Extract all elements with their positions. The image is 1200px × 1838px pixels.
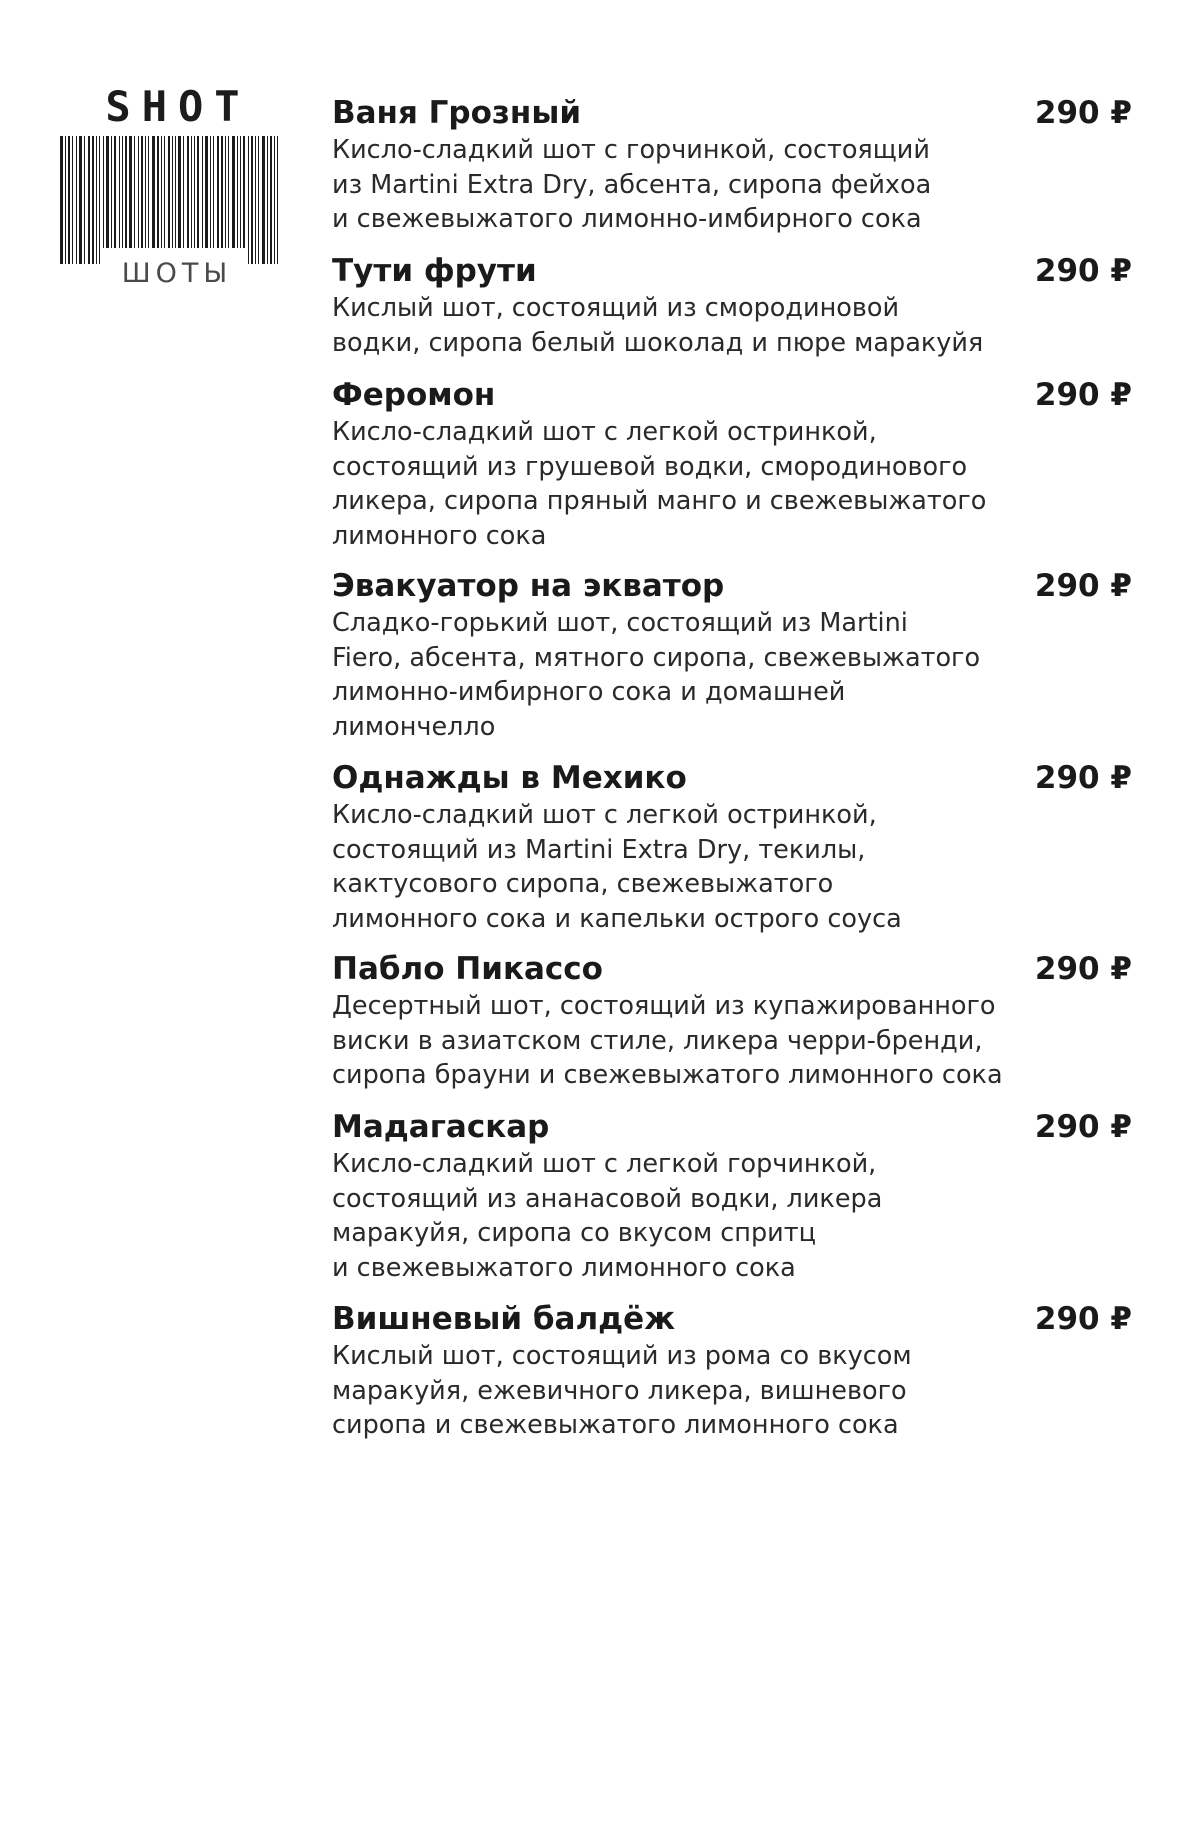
barcode-bar — [106, 136, 109, 264]
barcode-bar — [248, 136, 249, 264]
menu-item — [332, 377, 1132, 568]
barcode-bar — [240, 136, 241, 264]
barcode-bar — [270, 136, 272, 264]
item-price: 290 ₽ — [1034, 253, 1132, 289]
logo-word: SHOT — [105, 82, 251, 131]
barcode-bar — [221, 136, 223, 264]
barcode-bar — [111, 136, 112, 264]
menu-item — [332, 95, 1132, 253]
barcode-bar — [255, 136, 256, 264]
barcode-bar — [210, 136, 211, 264]
barcode-bar — [262, 136, 265, 264]
barcode-bar — [88, 136, 90, 264]
barcode-bar — [122, 136, 123, 264]
barcode-icon — [60, 136, 286, 264]
logo-subtitle: ШОТЫ — [121, 258, 233, 289]
item-name: Эвакуатор на экватор — [332, 568, 725, 604]
item-name: Мадагаскар — [332, 1109, 550, 1145]
item-description: Кисло-сладкий шот с легкой остринкой, состоящий из Martini Extra Dry, текилы, кактусового сиропа, свежевыжатого лимонного сока и капельки острого соуса — [332, 800, 902, 934]
item-price: 290 ₽ — [1034, 1301, 1132, 1337]
barcode-bar — [145, 136, 146, 264]
barcode-bar — [237, 136, 238, 264]
barcode-bar — [76, 136, 77, 264]
item-description: Кисло-сладкий шот с легкой остринкой, состоящий из грушевой водки, смородинового ликера, сиропа пряный манго и свежевыжатого лимонного сока — [332, 417, 987, 551]
barcode-bar — [232, 136, 235, 264]
item-price: 290 ₽ — [1034, 760, 1132, 796]
barcode-bar — [277, 136, 278, 264]
item-name: Однажды в Мехико — [332, 760, 687, 796]
barcode-bar — [213, 136, 214, 264]
barcode-bar — [138, 136, 139, 264]
menu-item — [332, 951, 1132, 1109]
shots-menu — [332, 95, 1132, 1451]
item-description: Кислый шот, состоящий из смородиновой водки, сиропа белый шоколад и пюре маракуйя — [332, 293, 984, 358]
menu-item — [332, 253, 1132, 377]
barcode-bar — [178, 136, 181, 264]
item-name: Тути фрути — [332, 253, 537, 289]
item-price: 290 ₽ — [1034, 951, 1132, 987]
barcode-bar — [274, 136, 275, 264]
barcode-bar — [65, 136, 66, 264]
shot-logo — [58, 82, 290, 289]
barcode-bar — [114, 136, 116, 264]
barcode-bar — [148, 136, 149, 264]
barcode-bar — [183, 136, 184, 264]
barcode-bar — [168, 136, 170, 264]
barcode-bar — [99, 136, 100, 264]
barcode-bar — [157, 136, 159, 264]
barcode-bar — [228, 136, 229, 264]
barcode-bar — [161, 136, 162, 264]
barcode-bar — [217, 136, 219, 264]
barcode-bar — [164, 136, 165, 264]
menu-item — [332, 568, 1132, 760]
barcode-bar — [243, 136, 245, 264]
menu-item — [332, 1109, 1132, 1301]
barcode-bar — [152, 136, 155, 264]
barcode-bar — [141, 136, 143, 264]
barcode-bar — [194, 136, 195, 264]
item-price: 290 ₽ — [1034, 1109, 1132, 1145]
item-name: Ваня Грозный — [332, 95, 582, 131]
item-description: Сладко-горький шот, состоящий из Martini Fiero, абсента, мятного сиропа, свежевыжатого лимонно-имбирного сока и домашней лимончелло — [332, 608, 981, 742]
barcode-bar — [72, 136, 73, 264]
barcode-bar — [92, 136, 94, 264]
barcode-bar — [79, 136, 82, 264]
barcode-bar — [205, 136, 208, 264]
barcode-bar — [60, 136, 63, 264]
item-name: Вишневый балдёж — [332, 1301, 676, 1337]
barcode-bar — [197, 136, 199, 264]
menu-item — [332, 1301, 1132, 1451]
barcode-bar — [68, 136, 70, 264]
item-name: Пабло Пикассо — [332, 951, 603, 987]
barcode-bar — [172, 136, 173, 264]
item-description: Кисло-сладкий шот с горчинкой, состоящий из Martini Extra Dry, абсента, сиропа фейхоа и свежевыжатого лимонно-имбирного сока — [332, 135, 932, 234]
barcode-bar — [187, 136, 189, 264]
barcode-bar — [202, 136, 203, 264]
menu-item — [332, 760, 1132, 951]
barcode-bar — [191, 136, 192, 264]
barcode-bar — [251, 136, 253, 264]
barcode-bar — [175, 136, 176, 264]
item-price: 290 ₽ — [1034, 95, 1132, 131]
barcode-bar — [225, 136, 226, 264]
item-description: Кисло-сладкий шот с легкой горчинкой, состоящий из ананасовой водки, ликера маракуйя, сиропа со вкусом спритц и свежевыжатого лимонного сока — [332, 1149, 883, 1283]
barcode-bar — [258, 136, 259, 264]
barcode-bar — [267, 136, 268, 264]
barcode-bar — [84, 136, 85, 264]
barcode-bar — [125, 136, 127, 264]
barcode-bar — [103, 136, 104, 264]
item-description: Кислый шот, состоящий из рома со вкусом маракуйя, ежевичного ликера, вишневого сиропа и свежевыжатого лимонного сока — [332, 1341, 912, 1440]
barcode-bar — [134, 136, 135, 264]
item-description: Десертный шот, состоящий из купажированного виски в азиатском стиле, ликера черри-бренди, сиропа брауни и свежевыжатого лимонного сока — [332, 991, 1003, 1090]
item-price: 290 ₽ — [1034, 377, 1132, 413]
barcode-bar — [119, 136, 120, 264]
item-name: Феромон — [332, 377, 496, 413]
barcode-bar — [96, 136, 97, 264]
item-price: 290 ₽ — [1034, 568, 1132, 604]
barcode-bar — [129, 136, 132, 264]
